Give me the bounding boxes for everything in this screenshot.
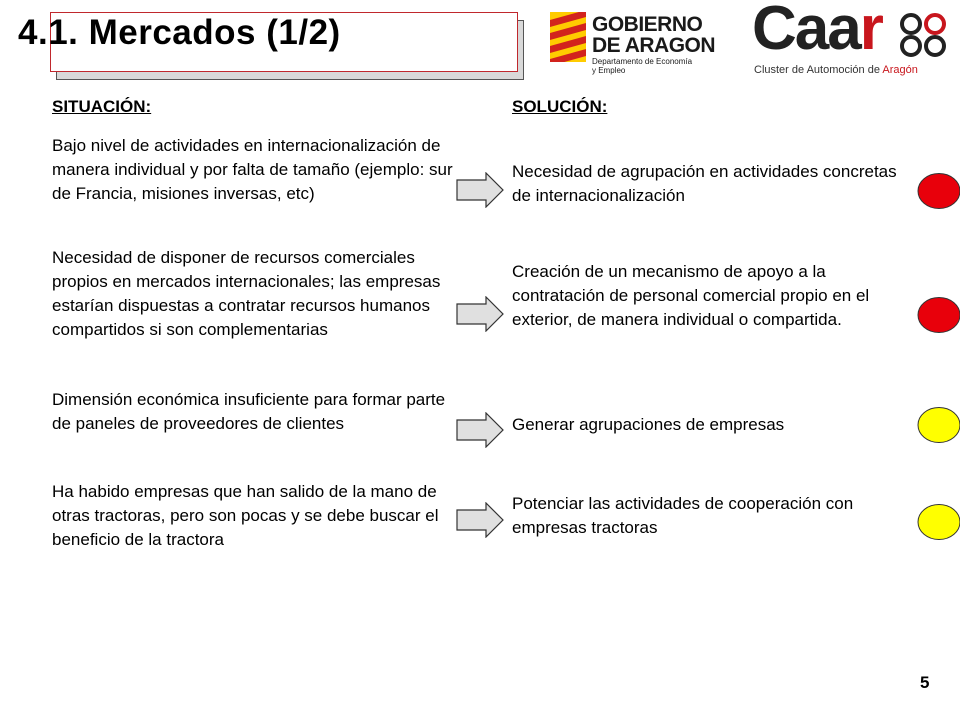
arrow-right-icon [456,296,504,332]
situation-header: SITUACIÓN: [52,97,152,116]
page-number: 5 [920,673,930,692]
gobierno-logo-dept: Departamento de Economía [592,57,693,66]
caar-rings-icon [898,12,950,58]
caar-wordmark-accent: r [859,0,882,63]
gobierno-logo-line2: DE ARAGON [592,34,716,57]
gobierno-logo-line1: GOBIERNO [592,13,703,36]
caar-tagline-main: Cluster de Automoción de [754,64,883,76]
solution-text-3: Generar agrupaciones de empresas [512,415,785,434]
solution-header: SOLUCIÓN: [512,97,608,116]
status-dot-yellow-icon [917,406,960,444]
solution-text-1: Necesidad de agrupación en actividades concretas de internacionalización [512,162,897,205]
arrow-right-icon [456,172,504,208]
situation-text-2: Necesidad de disponer de recursos comerciales propios en mercados internacionales; las empresas estarían dispuestas a contratar recursos humanos compartidos si son complementarias [52,248,441,339]
gobierno-aragon-logo [550,8,740,80]
caar-wordmark [752,0,882,63]
situation-text-1: Bajo nivel de actividades en internacionalización de manera individual y por falta de tamaño (ejemplo: sur de Francia, misiones inversas, etc) [52,136,453,203]
page-title: 4.1. Mercados (1/2) [18,13,341,52]
caar-wordmark-main: Caa [752,0,860,63]
caar-tagline-accent: Aragón [882,64,918,76]
situation-text-3: Dimensión económica insuficiente para formar parte de paneles de proveedores de clientes [52,390,446,433]
solution-text-4: Potenciar las actividades de cooperación con empresas tractoras [512,494,854,537]
gobierno-logo-dept2: y Empleo [592,66,626,75]
status-dot-yellow-icon [917,503,960,541]
status-dot-red-icon [917,172,960,210]
arrow-right-icon [456,502,504,538]
caar-logo [748,0,954,82]
caar-tagline [754,64,918,76]
situation-text-4: Ha habido empresas que han salido de la mano de otras tractoras, pero son pocas y se debe buscar el beneficio de la tractora [52,482,439,549]
status-dot-red-icon [917,296,960,334]
arrow-right-icon [456,412,504,448]
solution-text-2: Creación de un mecanismo de apoyo a la contratación de personal comercial propio en el exterior, de manera individual o compartida. [512,262,870,329]
aragon-flag-icon [550,12,586,62]
